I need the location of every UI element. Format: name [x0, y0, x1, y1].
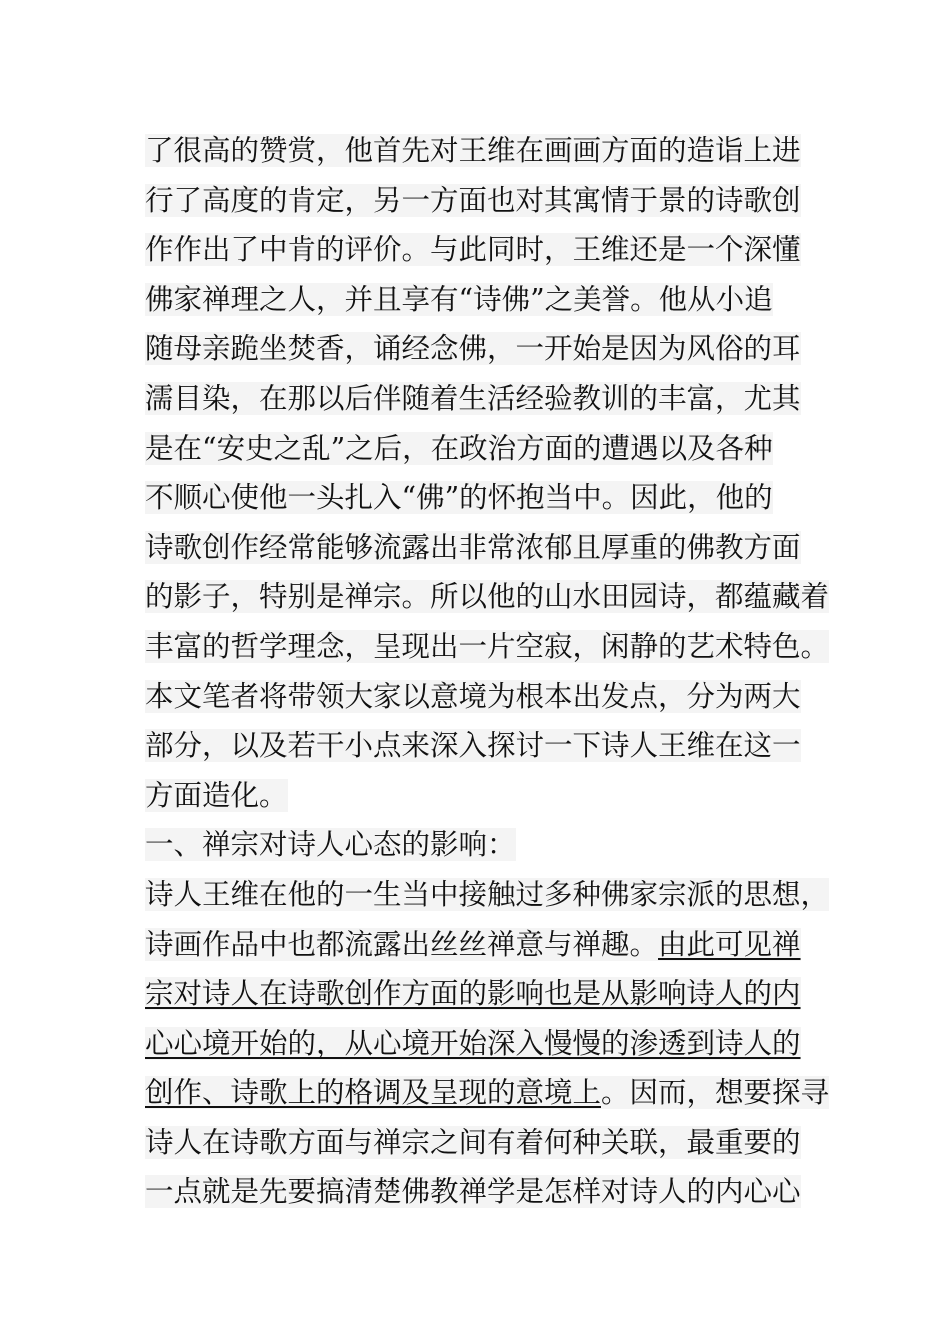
- text-line: 丰富的哲学理念，呈现出一片空寂，闲静的艺术特色。: [145, 629, 830, 663]
- underlined-text: 创作、诗歌上的格调及呈现的意境上: [145, 1076, 602, 1110]
- text-line: [145, 1019, 845, 1069]
- underlined-text: 由此可见禅: [658, 927, 801, 961]
- text-line: 了很高的赞赏，他首先对王维在画画方面的造诣上进: [145, 134, 801, 167]
- underlined-text: 心心境开始的，从心境开始深入慢慢的渗透到诗人的: [145, 1026, 801, 1060]
- text-line: 行了高度的肯定，另一方面也对其寓情于景的诗歌创: [145, 183, 801, 217]
- text-line: 佛家禅理之人，并且享有“诗佛”之美誉。他从小追: [145, 282, 773, 316]
- text-line: 诗画作品中也都流露出丝丝禅意与禅趣。由此可见禅: [145, 927, 801, 961]
- text-line: 诗人在诗歌方面与禅宗之间有着何种关联，最重要的: [145, 1125, 801, 1159]
- text-line: 方面造化。: [145, 778, 288, 812]
- text-line: 的影子，特别是禅宗。所以他的山水田园诗，都蕴藏着: [145, 580, 830, 614]
- text-line: 濡目染，在那以后伴随着生活经验教训的丰富，尤其: [145, 381, 801, 415]
- underlined-text: 宗对诗人在诗歌创作方面的影响也是从影响诗人的内: [145, 977, 801, 1011]
- text-line: 诗歌创作经常能够流露出非常浓郁且厚重的佛教方面: [145, 530, 801, 564]
- text-line: 随母亲跪坐焚香，诵经念佛，一开始是因为风俗的耳: [145, 332, 801, 366]
- text-line: 本文笔者将带领大家以意境为根本出发点，分为两大: [145, 679, 801, 713]
- text-line: 创作、诗歌上的格调及呈现的意境上。因而，想要探寻: [145, 1076, 830, 1110]
- text-line: [145, 969, 845, 1019]
- section-heading: 一、禅宗对诗人心态的影响：: [145, 828, 516, 862]
- body-text: [145, 126, 845, 1217]
- text-line: 一点就是先要搞清楚佛教禅学是怎样对诗人的内心心: [145, 1175, 801, 1209]
- text-line: 是在“安史之乱”之后，在政治方面的遭遇以及各种: [145, 431, 773, 465]
- text-line: 不顺心使他一头扎入“佛”的怀抱当中。因此，他的: [145, 481, 773, 515]
- text-line: 作作出了中肯的评价。与此同时，王维还是一个深懂: [145, 233, 801, 267]
- text-line: 部分，以及若干小点来深入探讨一下诗人王维在这一: [145, 729, 801, 763]
- text-line: 诗人王维在他的一生当中接触过多种佛家宗派的思想，: [145, 877, 830, 911]
